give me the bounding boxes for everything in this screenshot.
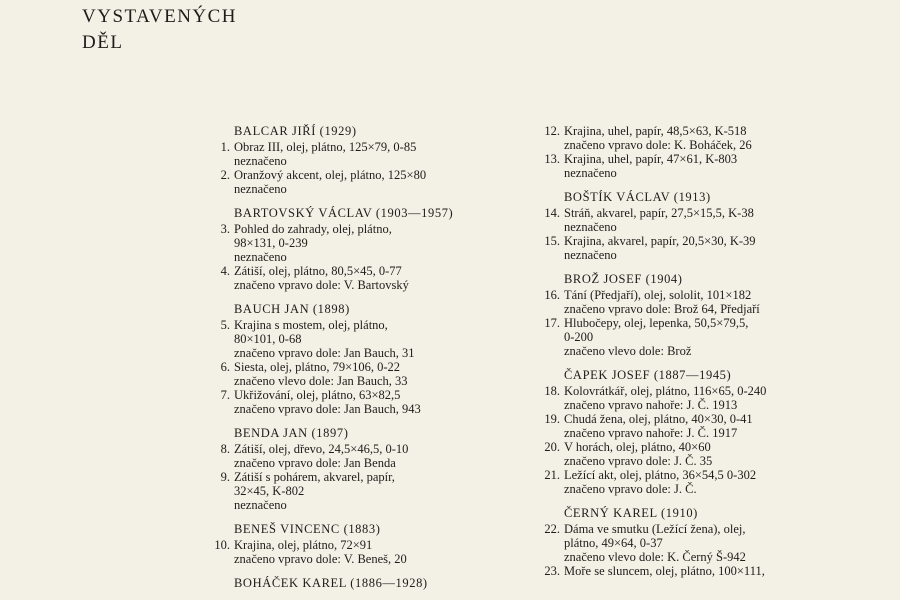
catalog-entry — [535, 316, 845, 358]
artist-heading: BENEŠ VINCENC (1883) — [234, 522, 381, 536]
entry-text-line: značeno vlevo dole: Brož — [564, 344, 692, 358]
entry-number: 12. — [544, 124, 560, 138]
artist-heading: BALCAR JIŘÍ (1929) — [234, 124, 357, 138]
entry-number: 8. — [220, 442, 230, 456]
catalog-entry — [205, 388, 505, 416]
catalog-entry — [535, 124, 845, 152]
catalog-entry — [205, 140, 505, 168]
catalog-entry — [205, 538, 505, 566]
artist-heading: BAUCH JAN (1898) — [234, 302, 350, 316]
artist-heading: BOHÁČEK KAREL (1886—1928) — [234, 576, 428, 590]
entry-text-line: Dáma ve smutku (Ležící žena), olej, — [564, 522, 746, 536]
entry-text-line: Ležící akt, olej, plátno, 36×54,5 0-302 — [564, 468, 757, 482]
entry-text-line: Moře se sluncem, olej, plátno, 100×111, — [564, 564, 765, 578]
entry-text-line: Siesta, olej, plátno, 79×106, 0-22 — [234, 360, 401, 374]
entry-text-line: Krajina, olej, plátno, 72×91 — [234, 538, 373, 552]
entry-text-line: Obraz III, olej, plátno, 125×79, 0-85 — [234, 140, 417, 154]
entry-text-line: Zátiší, olej, plátno, 80,5×45, 0-77 — [234, 264, 402, 278]
catalog-entry — [205, 470, 505, 512]
entry-number: 7. — [220, 388, 230, 402]
catalog-entry — [535, 152, 845, 180]
entry-text-line: značeno vlevo dole: K. Černý Š-942 — [564, 550, 746, 564]
catalog-entry — [535, 288, 845, 316]
entry-text-line: Krajina s mostem, olej, plátno, — [234, 318, 388, 332]
entry-text-line: Krajina, uhel, papír, 48,5×63, K-518 — [564, 124, 747, 138]
entry-number: 22. — [544, 522, 560, 536]
heading-line-1: VYSTAVENÝCH — [82, 6, 238, 27]
catalog-column-left — [205, 124, 505, 592]
entry-text-line: Hlubočepy, olej, lepenka, 50,5×79,5, — [564, 316, 749, 330]
entry-text-line: neznačeno — [564, 220, 617, 234]
page-heading — [82, 4, 237, 56]
entry-text-line: Krajina, akvarel, papír, 20,5×30, K-39 — [564, 234, 756, 248]
entry-text-line: značeno vpravo dole: J. Č. — [564, 482, 697, 496]
entry-text-line: neznačeno — [234, 154, 287, 168]
catalog-entry — [535, 384, 845, 412]
entry-text-line: Ukřižování, olej, plátno, 63×82,5 — [234, 388, 401, 402]
entry-number: 14. — [544, 206, 560, 220]
entry-text-line: značeno vpravo nahoře: J. Č. 1917 — [564, 426, 738, 440]
entry-text-line: značeno vpravo dole: Jan Bauch, 943 — [234, 402, 421, 416]
entry-number: 13. — [544, 152, 560, 166]
entry-number: 5. — [220, 318, 230, 332]
catalog-entry — [535, 206, 845, 234]
entry-text-line: značeno vpravo dole: V. Bartovský — [234, 278, 409, 292]
entry-number: 2. — [220, 168, 230, 182]
entry-text-line: Stráň, akvarel, papír, 27,5×15,5, K-38 — [564, 206, 754, 220]
entry-number: 19. — [544, 412, 560, 426]
catalog-entry — [205, 264, 505, 292]
entry-number: 4. — [220, 264, 230, 278]
entry-number: 6. — [220, 360, 230, 374]
catalog-entry — [205, 168, 505, 196]
heading-line-2: DĚL — [82, 32, 124, 53]
catalog-entry — [205, 222, 505, 264]
entry-text-line: plátno, 49×64, 0-37 — [564, 536, 663, 550]
catalog-entry — [535, 234, 845, 262]
catalog-column-right — [535, 124, 845, 578]
catalog-entry — [535, 522, 845, 564]
entry-text-line: značeno vpravo dole: Jan Benda — [234, 456, 396, 470]
entry-number: 1. — [220, 140, 230, 154]
entry-text-line: neznačeno — [564, 248, 617, 262]
entry-number: 17. — [544, 316, 560, 330]
entry-text-line: neznačeno — [234, 250, 287, 264]
entry-number: 23. — [544, 564, 560, 578]
artist-heading: ČERNÝ KAREL (1910) — [564, 506, 698, 520]
artist-heading: BOŠTÍK VÁCLAV (1913) — [564, 190, 711, 204]
artist-heading: BROŽ JOSEF (1904) — [564, 272, 683, 286]
catalog-entry — [205, 360, 505, 388]
entry-text-line: značeno vpravo dole: K. Boháček, 26 — [564, 138, 752, 152]
artist-heading: ČAPEK JOSEF (1887—1945) — [564, 368, 732, 382]
entry-text-line: značeno vpravo dole: V. Beneš, 20 — [234, 552, 407, 566]
catalog-entry — [535, 468, 845, 496]
entry-number: 15. — [544, 234, 560, 248]
entry-number: 18. — [544, 384, 560, 398]
entry-text-line: značeno vpravo nahoře: J. Č. 1913 — [564, 398, 738, 412]
catalog-entry — [205, 442, 505, 470]
entry-text-line: Zátiší s pohárem, akvarel, papír, — [234, 470, 395, 484]
entry-number: 9. — [220, 470, 230, 484]
catalog-entry — [535, 412, 845, 440]
entry-text-line: 0-200 — [564, 330, 594, 344]
entry-text-line: Kolovrátkář, olej, plátno, 116×65, 0-240 — [564, 384, 767, 398]
catalog-entry — [205, 318, 505, 360]
artist-heading: BARTOVSKÝ VÁCLAV (1903—1957) — [234, 206, 454, 220]
entry-text-line: Chudá žena, olej, plátno, 40×30, 0-41 — [564, 412, 753, 426]
catalog-entry — [535, 564, 845, 578]
entry-text-line: Tání (Předjaří), olej, sololit, 101×182 — [564, 288, 752, 302]
entry-text-line: neznačeno — [234, 182, 287, 196]
catalog-entry — [535, 440, 845, 468]
entry-text-line: značeno vlevo dole: Jan Bauch, 33 — [234, 374, 408, 388]
entry-number: 3. — [220, 222, 230, 236]
entry-number: 16. — [544, 288, 560, 302]
entry-text-line: 80×101, 0-68 — [234, 332, 302, 346]
entry-text-line: 98×131, 0-239 — [234, 236, 308, 250]
entry-number: 10. — [214, 538, 230, 552]
entry-text-line: Pohled do zahrady, olej, plátno, — [234, 222, 392, 236]
entry-text-line: Oranžový akcent, olej, plátno, 125×80 — [234, 168, 427, 182]
entry-text-line: Krajina, uhel, papír, 47×61, K-803 — [564, 152, 738, 166]
entry-text-line: značeno vpravo dole: Brož 64, Předjaří — [564, 302, 760, 316]
entry-text-line: neznačeno — [564, 166, 617, 180]
entry-text-line: Zátiší, olej, dřevo, 24,5×46,5, 0-10 — [234, 442, 409, 456]
entry-text-line: neznačeno — [234, 498, 287, 512]
entry-number: 21. — [544, 468, 560, 482]
entry-text-line: V horách, olej, plátno, 40×60 — [564, 440, 711, 454]
entry-text-line: značeno vpravo dole: J. Č. 35 — [564, 454, 713, 468]
entry-text-line: 32×45, K-802 — [234, 484, 305, 498]
entry-number: 20. — [544, 440, 560, 454]
artist-heading: BENDA JAN (1897) — [234, 426, 349, 440]
entry-text-line: značeno vpravo dole: Jan Bauch, 31 — [234, 346, 415, 360]
